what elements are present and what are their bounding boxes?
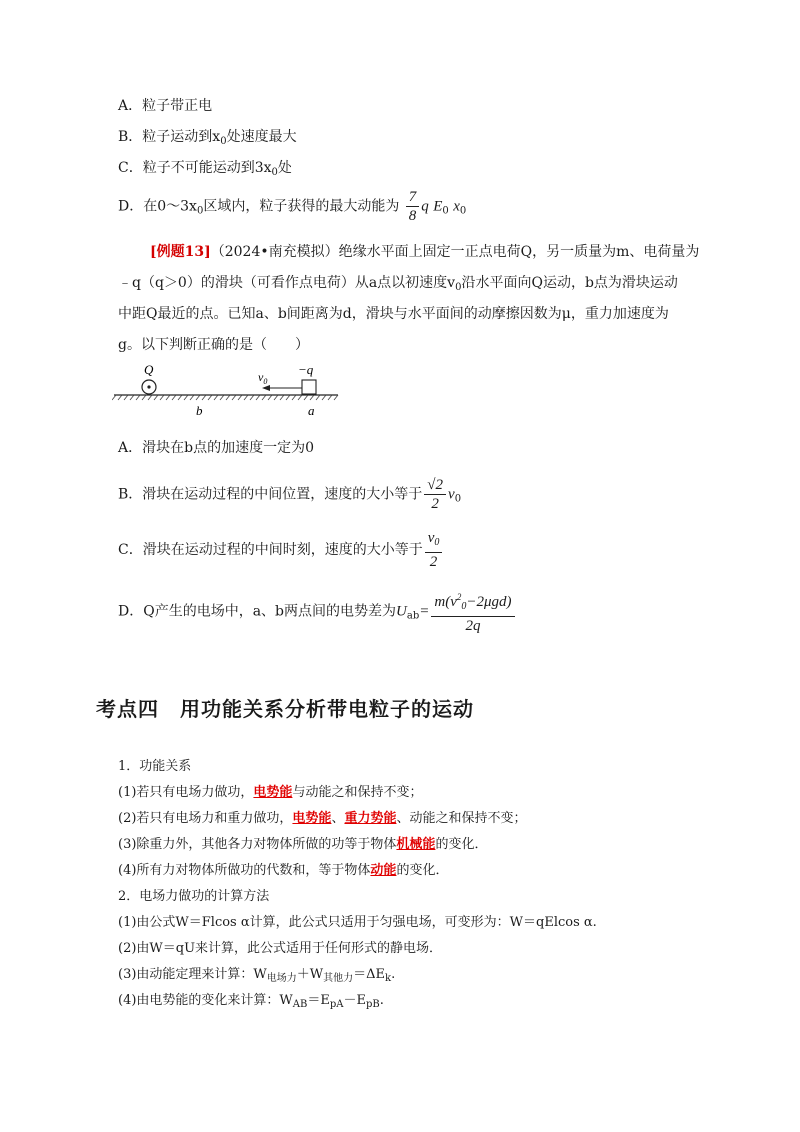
keyword-mechanical-energy: 机械能 bbox=[396, 837, 436, 852]
point-charge-dot bbox=[147, 385, 150, 388]
q2-option-a: A．滑块在b点的加速度一定为0 bbox=[118, 440, 314, 456]
example-line-3: 中距Q最近的点。已知a、b间距离为d，滑块与水平面间的动摩擦因数为μ，重力加速度为 bbox=[118, 306, 669, 322]
fraction-v0-over-2: $\frac{v_0}{2}$ bbox=[425, 529, 443, 571]
ground-hatching bbox=[112, 395, 338, 400]
label-minus-q: −q bbox=[298, 362, 314, 377]
fraction-7-8: $\frac{7}{8}$ bbox=[406, 188, 420, 225]
example-tag: [例题13] bbox=[150, 244, 211, 260]
p2-item-4: (4)由电势能的变化来计算：$W_{AB}=E_{pA}-E_{pB}$. bbox=[118, 993, 384, 1010]
section-heading: 考点四 用功能关系分析带电粒子的运动 bbox=[96, 697, 474, 721]
q1-option-d: D．在$0\sim 3x_0$区域内，粒子获得的最大动能为 $\frac{7}{8}$ q $E_0$ $x_0$ bbox=[118, 189, 467, 224]
slider-block bbox=[302, 380, 316, 394]
p2-title: 2．电场力做功的计算方法 bbox=[118, 889, 270, 904]
keyword-electric-potential-energy: 电势能 bbox=[253, 785, 293, 800]
p2-item-1: (1)由公式W＝Flcos α计算，此公式只适用于匀强电场，可变形为：W＝qElcos α. bbox=[118, 915, 597, 930]
p2-item-2: (2)由W＝qU来计算，此公式适用于任何形式的静电场． bbox=[118, 941, 443, 956]
example-line-4: g。以下判断正确的是（ ） bbox=[118, 337, 309, 353]
label-a: a bbox=[308, 403, 315, 418]
q1-option-c: C．粒子不可能运动到$3x_0$处 bbox=[118, 160, 292, 178]
charge-slider-diagram bbox=[112, 362, 352, 424]
q2-option-b: B．滑块在运动过程的中间位置，速度的大小等于 $\frac{√2}{2}$ $v_0$ bbox=[118, 477, 462, 512]
p1-title: 1．功能关系 bbox=[118, 759, 192, 774]
label-b: b bbox=[196, 403, 203, 418]
q2-option-c: C．滑块在运动过程的中间时刻，速度的大小等于 $\frac{v_0}{2}$ bbox=[118, 529, 444, 571]
p1-item-2: (2)若只有电场力和重力做功，电势能、重力势能、动能之和保持不变； bbox=[118, 811, 527, 826]
q2-option-d: D．Q产生的电场中，a、b两点间的电势差为$U_{ab}=$ $\frac{m(v^2_0-2\mu gd)}{2q}$ bbox=[118, 588, 517, 635]
fraction-potential-difference: $\frac{m(v^2_0-2\mu gd)}{2q}$ bbox=[431, 588, 514, 635]
p1-item-4: (4)所有力对物体所做功的代数和，等于物体动能的变化． bbox=[118, 863, 449, 878]
label-Q: Q bbox=[144, 362, 154, 377]
fraction-root2-over-2: $\frac{√2}{2}$ bbox=[424, 476, 446, 513]
keyword-gravitational-potential-energy: 重力势能 bbox=[344, 811, 397, 826]
p1-item-1: (1)若只有电场力做功，电势能与动能之和保持不变； bbox=[118, 785, 423, 800]
label-v0: $v_0$ bbox=[258, 370, 268, 386]
example-line-2: ﹣q（q＞0）的滑块（可看作点电荷）从a点以初速度$v_0$沿水平面向Q运动，b点为滑块运动 bbox=[118, 275, 678, 293]
q1-option-a: A．粒子带正电 bbox=[118, 98, 213, 114]
keyword-kinetic-energy: 动能 bbox=[370, 863, 397, 878]
example-line-1: [例题13]（2024•南充模拟）绝缘水平面上固定一正点电荷Q，另一质量为m、电荷量为 bbox=[150, 244, 700, 260]
q1-option-b: B．粒子运动到$x_0$处速度最大 bbox=[118, 129, 297, 147]
p1-item-3: (3)除重力外，其他各力对物体所做的功等于物体机械能的变化． bbox=[118, 837, 488, 852]
p2-item-3: (3)由动能定理来计算：$W_{电场力}+W_{其他力}=\Delta E_k$. bbox=[118, 967, 396, 984]
